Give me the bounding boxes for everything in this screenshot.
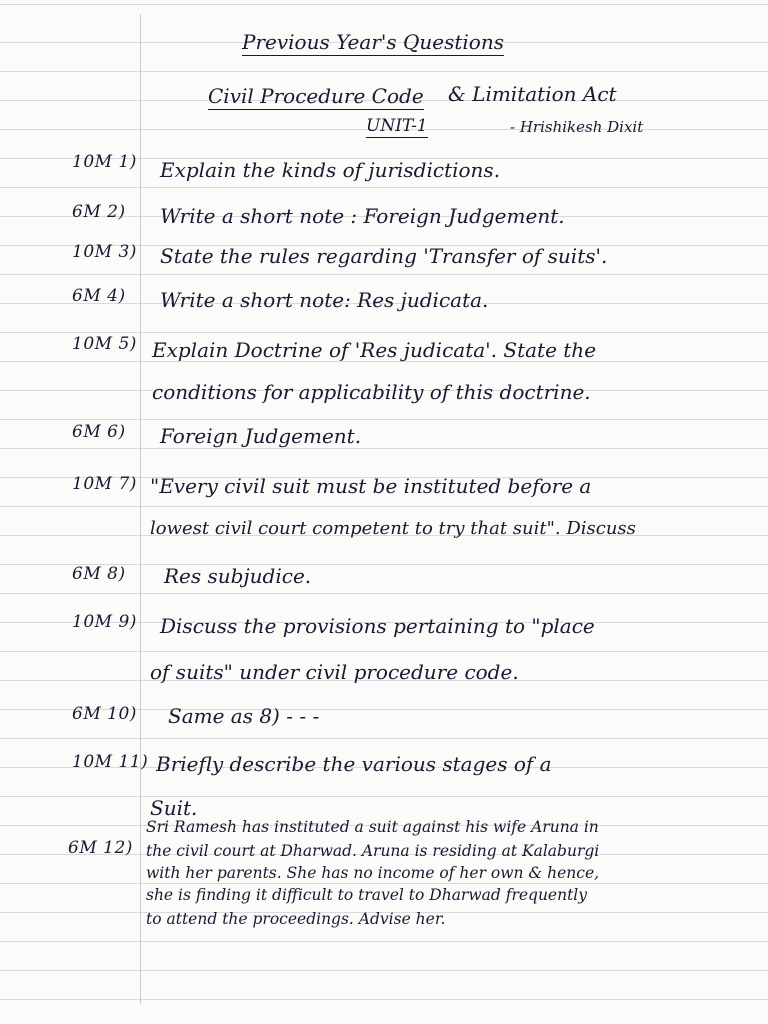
question-marks: 6M 12) bbox=[68, 838, 133, 858]
question-marks: 6M 6) bbox=[72, 422, 126, 442]
unit-label: UNIT-1 bbox=[366, 116, 428, 136]
question-text: Res subjudice. bbox=[164, 564, 312, 588]
question-marks: 10M 5) bbox=[72, 334, 137, 354]
question-text: Explain the kinds of jurisdictions. bbox=[160, 158, 501, 182]
question-text: Foreign Judgement. bbox=[160, 424, 362, 448]
question-text: Sri Ramesh has instituted a suit against his wife Aruna in bbox=[146, 818, 599, 836]
question-text: Briefly describe the various stages of a bbox=[156, 752, 552, 776]
question-text: Write a short note : Foreign Judgement. bbox=[160, 204, 565, 228]
question-marks: 10M 1) bbox=[72, 152, 137, 172]
question-text: the civil court at Dharwad. Aruna is residing at Kalaburgi bbox=[146, 842, 600, 860]
subject-title-main: Civil Procedure Code bbox=[208, 84, 424, 108]
question-text: of suits" under civil procedure code. bbox=[150, 660, 519, 684]
question-text: Discuss the provisions pertaining to "place bbox=[160, 614, 595, 638]
question-text: conditions for applicability of this doctrine. bbox=[152, 380, 591, 404]
question-text: with her parents. She has no income of her own & hence, bbox=[146, 864, 600, 882]
question-marks: 6M 4) bbox=[72, 286, 126, 306]
question-text: lowest civil court competent to try that suit". Discuss bbox=[150, 518, 636, 539]
question-marks: 6M 10) bbox=[72, 704, 137, 724]
question-marks: 10M 9) bbox=[72, 612, 137, 632]
question-text: Same as 8) - - - bbox=[168, 704, 320, 728]
subject-title-rest: & Limitation Act bbox=[448, 82, 617, 106]
question-text: Write a short note: Res judicata. bbox=[160, 288, 489, 312]
question-text: she is finding it difficult to travel to Dharwad frequently bbox=[146, 886, 588, 904]
question-text: Explain Doctrine of 'Res judicata'. State the bbox=[152, 338, 597, 362]
question-text: State the rules regarding 'Transfer of suits'. bbox=[160, 244, 608, 268]
margin-line bbox=[140, 14, 141, 1004]
question-marks: 10M 7) bbox=[72, 474, 137, 494]
question-marks: 6M 2) bbox=[72, 202, 126, 222]
author-name: - Hrishikesh Dixit bbox=[510, 118, 644, 136]
page-title: Previous Year's Questions bbox=[242, 30, 504, 54]
question-marks: 6M 8) bbox=[72, 564, 126, 584]
question-marks: 10M 11) bbox=[72, 752, 149, 772]
question-text: Suit. bbox=[150, 796, 198, 820]
question-text: "Every civil suit must be instituted before a bbox=[150, 474, 592, 498]
question-text: to attend the proceedings. Advise her. bbox=[146, 910, 446, 928]
question-marks: 10M 3) bbox=[72, 242, 137, 262]
